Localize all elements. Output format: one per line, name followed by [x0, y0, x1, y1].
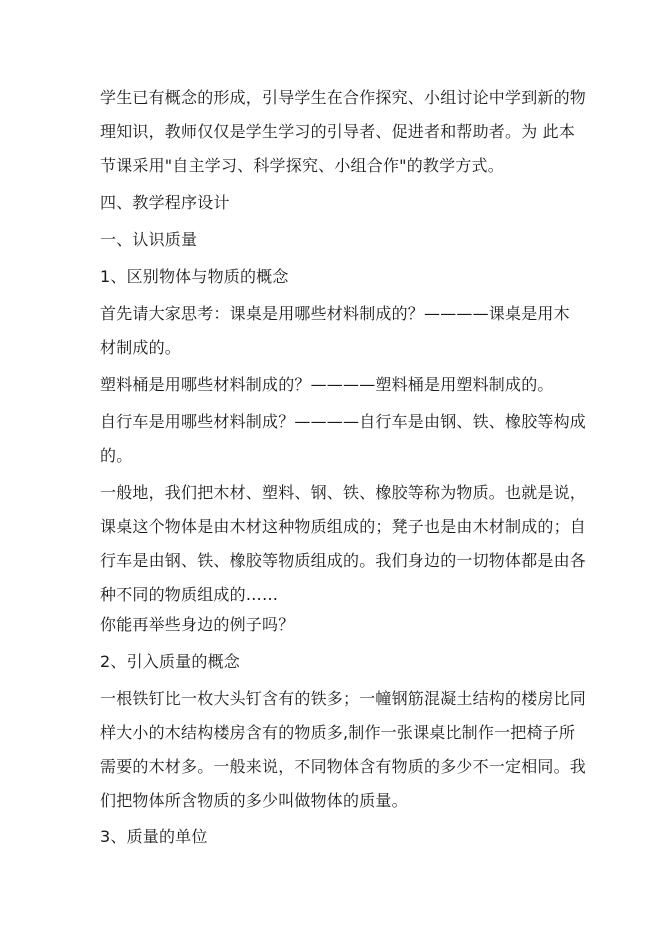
paragraph-line: 需要的木材多。一般来说，不同物体含有物质的多少不一定相同。我 [100, 757, 587, 776]
paragraph-line: 一般地，我们把木材、塑料、钢、铁、橡胶等称为物质。也就是说， [100, 483, 587, 502]
paragraph-line: 一根铁钉比一枚大头钉含有的铁多；一幢钢筋混凝土结构的楼房比同 [100, 689, 587, 708]
document-page [100, 80, 587, 849]
paragraph-line: 自行车是用哪些材料制成？————自行车是由钢、铁、橡胶等构成 [100, 412, 587, 431]
paragraph-line: 理知识，教师仅仅是学生学习的引导者、促进者和帮助者。为 此本 [100, 122, 576, 141]
item-heading: 2、引入质量的概念 [100, 652, 240, 671]
section-heading: 四、教学程序设计 [100, 193, 230, 212]
paragraph-line: 们把物体所含物质的多少叫做物体的质量。 [100, 791, 408, 810]
paragraph-line: 材制成的。 [100, 338, 182, 357]
paragraph-line: 学生已有概念的形成，引导学生在合作探究、小组讨论中学到新的物 [100, 88, 587, 107]
paragraph-line: 你能再举些身边的例子吗？ [100, 615, 295, 634]
paragraph-line: 样大小的木结构楼房含有的物质多,制作一张课桌比制作一把椅子所 [100, 723, 576, 742]
paragraph-line: 行车是由钢、铁、橡胶等物质组成的。我们身边的一切物体都是由各 [100, 551, 587, 570]
item-heading: 1、区别物体与物质的概念 [100, 267, 289, 286]
paragraph-line: 课桌这个物体是由木材这种物质组成的；凳子也是由木材制成的；自 [100, 517, 587, 536]
paragraph-line: 的。 [100, 446, 133, 465]
paragraph-line: 首先请大家思考：课桌是用哪些材料制成的？————课桌是用木 [100, 304, 570, 323]
item-heading: 3、质量的单位 [100, 827, 208, 846]
paragraph-line: 种不同的物质组成的…… [100, 585, 279, 604]
paragraph-line: 节课采用"自主学习、科学探究、小组合作"的教学方式。 [100, 156, 504, 175]
subsection-heading: 一、认识质量 [100, 230, 198, 249]
paragraph-line: 塑料桶是用哪些材料制成的？————塑料桶是用塑料制成的。 [100, 375, 554, 394]
